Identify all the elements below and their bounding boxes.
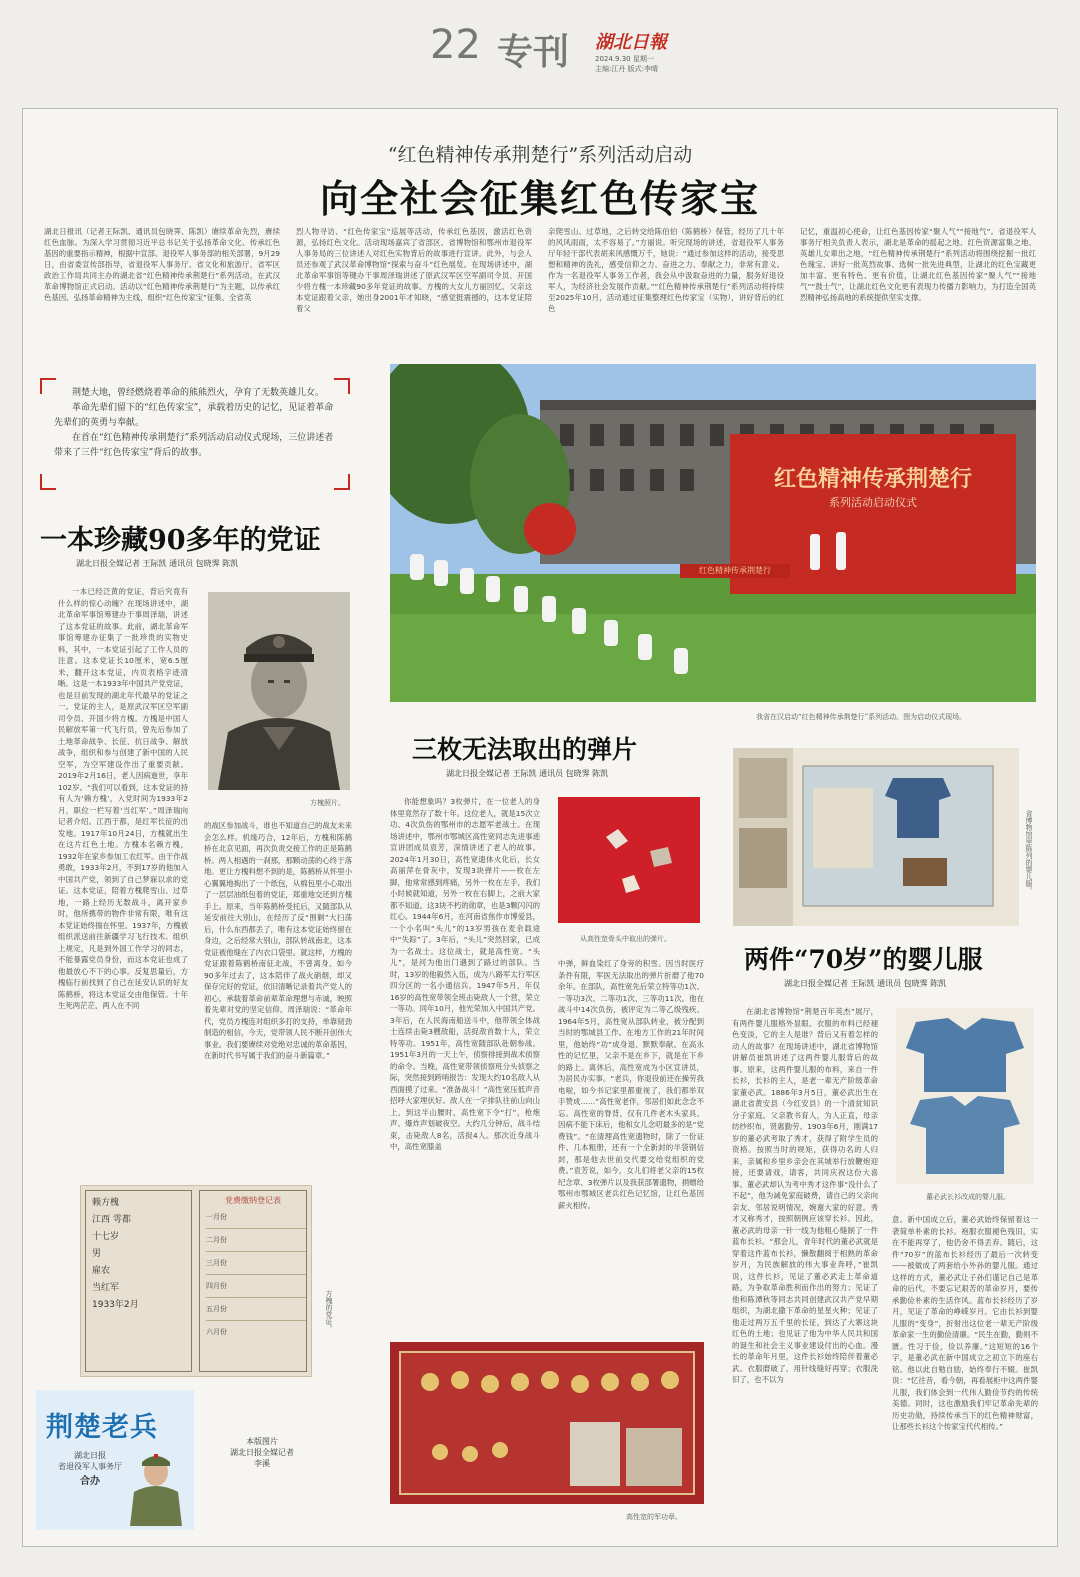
sponsor-line: 省退役军人事务厅 <box>58 1462 122 1471</box>
party-card-table-title: 党费缴纳登记表 <box>225 1196 281 1205</box>
intro-paragraph: 革命先辈们留下的“红色传家宝”，承载着历史的记忆，见证着革命先辈们的英勇与奉献。 <box>54 403 334 428</box>
party-card-right-page <box>199 1190 307 1372</box>
party-card-row: 江西 雩都 <box>92 1215 131 1225</box>
story3-title: 两件“70岁”的婴儿服 <box>744 945 983 974</box>
headline-title: 向全社会征集红色传家宝 <box>319 176 760 221</box>
party-card-caption: 方槐的党证。 <box>325 1290 333 1332</box>
intro-paragraph: 荆楚大地，曾经燃烧着革命的熊熊烈火，孕育了无数英雄儿女。 <box>72 388 325 398</box>
stage-banner-title: 红色精神传承荆楚行 <box>773 466 972 492</box>
party-card-photo <box>80 1185 312 1377</box>
story2-column-1: 你能想象吗？3枚弹片，在一位老人的身体里竟然存了数十年。这位老人，就是15次立功、4次负伤的鄂州市的志愿军老战士。在现场讲述中，鄂州市鄂城区高性宽同志先进事迹宣讲团成员袁芳，深情讲述了老人的故事。2024年1月30日，高性宽遗体火化后，长女高丽萍在骨灰中，发现3块弹片——枚在左脚，他常常感到疼痛，另外一枚在左手，我们小时候就知道，另外一枚在右脚上，之前大家都不知道。这3块不朽的勋章，也是3颗闪闪的红心。1944年6月，在河南省焦作市博爱县，一个小名叫“头儿”的13岁男孩在麦余载途中“失踪”了。3年后，“头儿”突然回家，已成为一名战士。这位战士，就是高性宽。“头儿”，是河为他出门遇到了路过的部队。当时，13岁的他毅然入伍，成为八路军太行军区四分区的一名小通信兵。1947年5月，年仅16岁的高性宽带领全班击毙敌人一个营，荣立一等功。同年10月，他光荣加入中国共产党。3年后，在人民海南船送斗中，他带领全体战士连续击毙3艘敌船，活捉敌首数十人，荣立特等功。1951年，高性宽随部队赴朝参战。1951年3月的一天上午，侦察排接到战术侦察的命令。当晚，高性宽带领侦察班分头侦察之际，突然接到跨哨报告：发现大约10名敌人从西面摸了过来。“准备战斗！”高性宽压低声音招呼大家埋伏好。敌人在一字排队往前山向山上，到这半山腰时，高性宽下令“打”，枪炮声、爆炸声划破夜空。大约几分钟后，战斗结束，击毙敌人8名，活捉4人。那次近身战斗中，高性宽膝盖 <box>390 797 540 1151</box>
party-card-month: 六月份 <box>206 1328 227 1336</box>
party-card-month: 四月份 <box>206 1275 306 1298</box>
medals-photo <box>390 1342 704 1504</box>
party-card-month: 二月份 <box>206 1229 306 1252</box>
shrapnel-photo <box>558 797 700 923</box>
party-card-row: 1933年2月 <box>92 1300 139 1310</box>
story2-title: 三枚无法取出的弹片 <box>412 735 638 764</box>
credit-line: 本版图片 <box>246 1437 278 1446</box>
ceremony-illustration <box>390 364 1036 702</box>
portrait-photo <box>208 592 350 790</box>
story3-column-2: 意。新中国成立后，董必武始终保留着这一袭简单朴素的长衫。袍服衣服褪色残旧，实在不能再穿了，他仍舍不得丢弃。随后，这件“70岁”的蓝布长衫经历了最后一次转变——被做成了两套给小外孙的婴儿服。通过这样的方式，董必武让子孙们谨记自己是革命的后代，不要忘记艰苦的革命岁月，要传承勤俭朴素的生活作风。蓝布长衫经历了岁月，见证了革命的峥嵘岁月。它由长衫到婴儿服的“变身”，折射出这位老一辈无产阶级革命家一生的勤俭清廉。“民生在勤，勤则不匮。性习于俭，俭以养廉。”这短短的16个字，是董必武在新中国成立之初立下的座右铭。他以此自勉自励，始终奉行不辍。崔凯说：“忆往昔，看今朝，再看展柜中这两件婴儿服，我们体会到一代伟人勤俭节约的传统美德。同时，这也激励我们牢记革命先辈的历史功勋，持续传承当下的红色精神财富，让那些长衫这个传家宝代代相传。” <box>892 1215 1038 1431</box>
party-card-month: 一月份 <box>206 1206 306 1229</box>
lead-column-1: 湖北日报讯（记者王际凯、通讯员包晓霁、陈凯）赓续革命先烈，赓续红色血脉。为深入学习贯彻习近平总书记关于弘扬革命文化、传承红色基因的重要指示精神，根据中宣部、退役军人事务部的相关部署，9月29日，由省委宣传部指导，省退役军人事务厅、省文化和旅游厅、省军区政治工作局共同主办的湖北省“红色精神传承荆楚行”系列活动，在武汉革命博物馆正式启动。活动以“红色精神传承荆楚行”为主题，以传承红色基因、弘扬革命精神为主线，组织“红色传家宝”征集、全省英 <box>44 227 280 302</box>
portrait-caption: 方槐照片。 <box>310 799 345 807</box>
intro-paragraph: 在首在“红色精神传承荆楚行”系列活动启动仪式现场，三位讲述者带来了三件“红色传家宝”背后的故事。 <box>54 433 334 458</box>
soldier-illustration <box>124 1440 188 1526</box>
intro-box <box>40 378 350 490</box>
medals-illustration <box>390 1342 704 1504</box>
party-card-months <box>200 1206 306 1343</box>
photo-credit <box>214 1436 310 1469</box>
veteran-column-name: 荆楚老兵 <box>46 1412 158 1443</box>
party-card-row: 雇农 <box>92 1266 111 1276</box>
sponsor-line: 合办 <box>80 1476 100 1487</box>
garment-illustration <box>896 1008 1034 1184</box>
party-card-row: 十七岁 <box>92 1232 120 1242</box>
veteran-figure <box>124 1440 188 1526</box>
party-card-rows <box>86 1191 191 1318</box>
story1-title: 一本珍藏90多年的党证 <box>40 525 321 556</box>
lead-column-3: 亲爬雪山、过草地，之后转交给陈伯伯（陈鹤桥）保管，经历了几十年的风风雨雨，太不容易了。”方丽说。听完现场的讲述，省退役军人事务厅年轻干部代表胡来风感慨万千，她说：“通过参加这样的活动，接受思想和精神的洗礼，感受信仰之力、奋进之力、奉献之力，非常有意义。作为一名退役军人事务工作者，我会从中汲取奋进的力量，服务好退役军人，为经济社会发展作贡献。”“红色精神传承荆楚行”系列活动将持续至2025年10月，活动通过征集整理红色传家宝（实物），讲好背后的红色 <box>548 227 784 313</box>
credit-line: 李溪 <box>254 1459 270 1468</box>
lead-column-4: 记忆，重温初心使命，让红色基因传家“聚人气”“接地气”。省退役军人事务厅相关负责人表示，湖北是革命的摇起之地、红色资源富集之地、英雄儿女辈出之地，“红色精神传承荆楚行”系列活动将围绕挖掘一批红色瑰宝、讲好一批英烈故事、选树一批先进典型，让湖北的红色宝藏更加丰富、更有特色、更有价值，让湖北红色基因传家“聚人气”“接地气”“鼓士气”，让湖北红色文化更有表现力传播力影响力，为打造全国英烈精神弘扬高地的系统提供坚实支撑。 <box>800 227 1036 302</box>
stage-banner-subtitle: 系列活动启动仪式 <box>829 496 917 509</box>
story3-column-1: 在湖北省博物馆“荆楚百年英杰”展厅，有两件婴儿服格外显眼。衣服的布料已经褪色变淡，它的主人是谁？背后又有着怎样的动人的故事？在现场讲述中，湖北省博物馆讲解员崔凯讲述了这两件婴儿服背后的故事。原来，这两件婴儿服的布料，来自一件长衫，长衫的主人，是老一辈无产阶级革命家董必武。1886年3月5日，董必武出生在湖北省黄安县（今红安县）的一个清贫知识分子家庭。父亲教书育人，为人正直，母亲纺纱织布，贤惠勤劳。1903年6月，刚满17岁的董必武考取了秀才，获得了附学生员的资格。按照当时的规矩，获得功名的人归来，亲属和乡里乡亲会在其城举行放鞭炮迎接，还要请戏，请客，共同庆祝这份大喜事。董必武却认为考中秀才这件事“没什么了不起”，他为减免家庭破费，请自己的父亲向亲友、邻居说明情况，婉谢大家的好意。秀才又称秀才，按照朝例应该穿长衫。因此，董必武的母亲一针一线为他粗心缝制了一件蓝布长衫。“那会儿，青年时代的董必武就是穿着这件蓝布长衫，懒散翻阅于相熟的革命岁月，为民族解放的伟大事业奔呼，”崔凯说，这件长衫，见证了董必武走上革命道路，为争取革命胜利而作出的努力；见证了他和陈潭秋等同志共同创建武汉共产党早期组织，为湖北撒下革命的星星火种；见证了他走过两万五千里的长征，到达了大寨这块红色的土地；也见证了他为中华人民共和国的诞生和社会主义事业建设付出的心血。漫长的革命年月里，这件长衫始终陪伴着董必武。衣服磨破了，用针线缝好再穿；衣服洗旧了，也不以为 <box>732 1007 878 1384</box>
bracket-corner <box>40 474 56 490</box>
party-card-month: 五月份 <box>206 1298 306 1321</box>
garment-caption: 董必武长衫改成的婴儿服。 <box>926 1193 1010 1201</box>
sponsor-line: 湖北日报 <box>74 1451 106 1460</box>
credit-line: 湖北日报全媒记者 <box>230 1448 294 1457</box>
issue-editors: 主编:江丹 版式:李晴 <box>595 65 658 73</box>
section-name: 专刊 <box>497 32 570 73</box>
bracket-corner <box>334 378 350 394</box>
ceremony-caption: 我省在汉启动“红色精神传承荆楚行”系列活动。图为启动仪式现场。 <box>756 713 967 721</box>
newspaper-logo: 湖北日報 <box>595 32 667 53</box>
bracket-corner <box>40 378 56 394</box>
museum-photo <box>733 748 1019 926</box>
floor-banner: 红色精神传承荆楚行 <box>699 566 771 575</box>
lead-column-2: 烈人物寻访、“红色传家宝”巡展等活动，传承红色基因，激活红色资源，弘扬红色文化。活动现场嘉宾了省部区、省博物馆和鄂州市退役军人事务局的三位讲述人对红色实物背后的故事进行宣讲。此外，与会人员还参观了武汉革命博物馆“探索与奋斗”红色展览。在现场讲述中，湖北革命军事馆等键办干事周泽瑞讲述了原武汉军区空军副司令员、开国少将方槐一本珍藏90多年党证的故事。方槐的大女儿方丽回忆，父亲这本党证跟着父亲，她出身2001年才知晓，“感觉挺震撼的，这本党证陪着父 <box>296 227 532 313</box>
story1-column-1: 一本已经泛黄的党证，背后究竟有什么样的惊心动魄？在现场讲述中，湖北革命军事馆筹建办干事周泽瑞，讲述了这本党证的故事。此前，湖北革命军事馆筹建办征集了一批珍贵的实物史料，其中，一本党证引起了工作人员的注意。这本党证长10厘米，宽6.5厘米，翻开这本党证，内页表格字迹清晰。这是一本1933年中国共产党党证，也是目前发现的湖北年代最早的党证之一。党证的主人，是原武汉军区空军副司令员、开国少将方槐。方槐是中国人民解放军第一代飞行员，曾先后参加了土地革命战争、长征、抗日战争、解放战争，组织和参与创建了新中国的人民空军，为空军建设作出了重要贡献。2019年2月16日，老人因病逝世，享年102岁。“我们可以看到，这本党证的持有人为‘赖方槐’，入党时间为1933年2月，职位一栏写着‘当红军’。”周泽瑞向记者介绍。江西于都，是红军长征的出发地。1917年10月24日，方槐就出生在这片红色土地。方槐本名赖方槐，1932年在家乡参加工农红军。由于作战勇敢，1933年2月，不到17岁的他加入中国共产党，领到了自己梦寐以求的党证。这本党证，陪着方槐爬雪山、过草地，一路上经历无数战斗，离开家乡时，他所携带的物件非常有限，唯有这本党证始终揣在怀里。1937年，方槐被组织派送前往新疆学习飞行技术。组织上规定，凡是到外国工作学习的同志，不能暴露党员身份，而这本党证也成了他最放心不下的心事。反复思量后，方槐临行前找到了自己在延安认识的好友陈鹤桥，将这本党证交由他保管。十年生死两茫茫，两人在不同 <box>58 587 188 1010</box>
page-number: 22 <box>430 22 481 68</box>
party-card-row: 当红军 <box>92 1283 120 1293</box>
story1-byline: 湖北日报全媒记者 王际凯 通讯员 包晓霁 陈凯 <box>76 559 239 568</box>
issue-date: 2024.9.30 星期一 <box>595 55 654 63</box>
party-card-row: 男 <box>92 1249 102 1259</box>
medals-caption: 高性宽的军功章。 <box>626 1513 682 1521</box>
story1-column-2: 的战区参加战斗，谁也不知道自己的战友未来会怎么样。机缘巧合，12年后，方槐和陈鹤桥在北京见面，再次负责交接工作的正是陈鹤桥。两人相遇的一刹那，那颗动荡的心终于落地。更让方槐料想不到的是，陈鹤桥从怀里小心翼翼地掏出了一个纸包，从棉包里小心取出了一层层油纸包着的党证，郑重地交还到方槐手上。原来，当年陈鹤桥受托后，又随部队从延安前往大别山，在经历了反“围剿”大扫荡后，什么东西都丢了，唯有这本党证始终留在身边，之后经常大别山，部队转战南北，这本党证被他缝在了内衣口袋里。就这样，方槐的党证跟着陈鹤桥南征北战，不曾离身。如今90多年过去了，这本陪伴了战火硝烟，却又保存完好的党证，依旧清晰记录着共产党人的初心，承载着革命前辈革命理想与赤诚，映照着先辈对党的坚定信仰。周泽瑞说：“革命年代，党员方槐连对组织多打的支持，单靠韧劲制造的相信，今天，党带领人民不断开创伟大事业。我们要赓续对党绝对忠诚的革命基因，在新时代书写属于我们的奋斗新篇章。” <box>204 821 352 1060</box>
shrapnel-illustration <box>558 797 700 923</box>
party-card-month: 三月份 <box>206 1252 306 1275</box>
bracket-corner <box>334 474 350 490</box>
ceremony-photo <box>390 364 1036 702</box>
museum-illustration <box>733 748 1019 926</box>
veteran-sponsor <box>50 1450 130 1487</box>
story2-column-2: 中弹，鲜血染红了身旁的积雪。因当时医疗条件有限，军医无法取出的弹片折磨了他70余年。在部队，高性宽先后荣立特等功1次、一等功3次、二等功1次、三等功11次。他在战斗中14次负伤，被评定为二等乙级残疾。1964年5月，高性宽从部队转业，被分配到当时的鄂城县工作。在地方工作的21年时间里，他始终“功”成身退、默默奉献。在高永性的记忆里，父亲不是在乡下，就是在下乡的路上。离休后，高性宽成为小区宣讲员，为居民办实事。“老兵，你退役前还在操劳我电啦，如今书记家里都重视了，我们都举双手赞成……”高性宽老伴，邻居们如此念念不忘。高性宽的脊背，仅有几件老木头家具。因病不能下床后，他和女儿念叨最多的是“党费钱”。“在清理高性宽遗物时，除了一份证件、几本粗册，还有一个全新封的半袋钢信封，那是他去世前交代要交给党组织的党费。”袁芳说，如今，女儿们将老父亲的15枚纪念章、3枚弹片以及我获部署遗物，捐赠给鄂州市鄂城区老兵红色记忆馆，让红色基因薪火相传。 <box>558 959 704 1210</box>
garment-photo <box>896 1008 1034 1184</box>
shrapnel-caption: 从高性宽骨头中取出的弹片。 <box>580 935 671 943</box>
portrait-illustration <box>208 592 350 790</box>
headline-kicker: “红色精神传承荆楚行”系列活动启动 <box>387 144 693 166</box>
story3-byline: 湖北日报全媒记者 王际凯 通讯员 包晓霁 陈凯 <box>784 979 947 988</box>
story2-byline: 湖北日报全媒记者 王际凯 通讯员 包晓霁 陈凯 <box>446 769 609 778</box>
museum-caption: 省博物馆里陈列的婴儿服。 <box>1025 810 1033 894</box>
party-card-left-page <box>85 1190 192 1372</box>
party-card-row: 赖方槐 <box>92 1198 120 1208</box>
